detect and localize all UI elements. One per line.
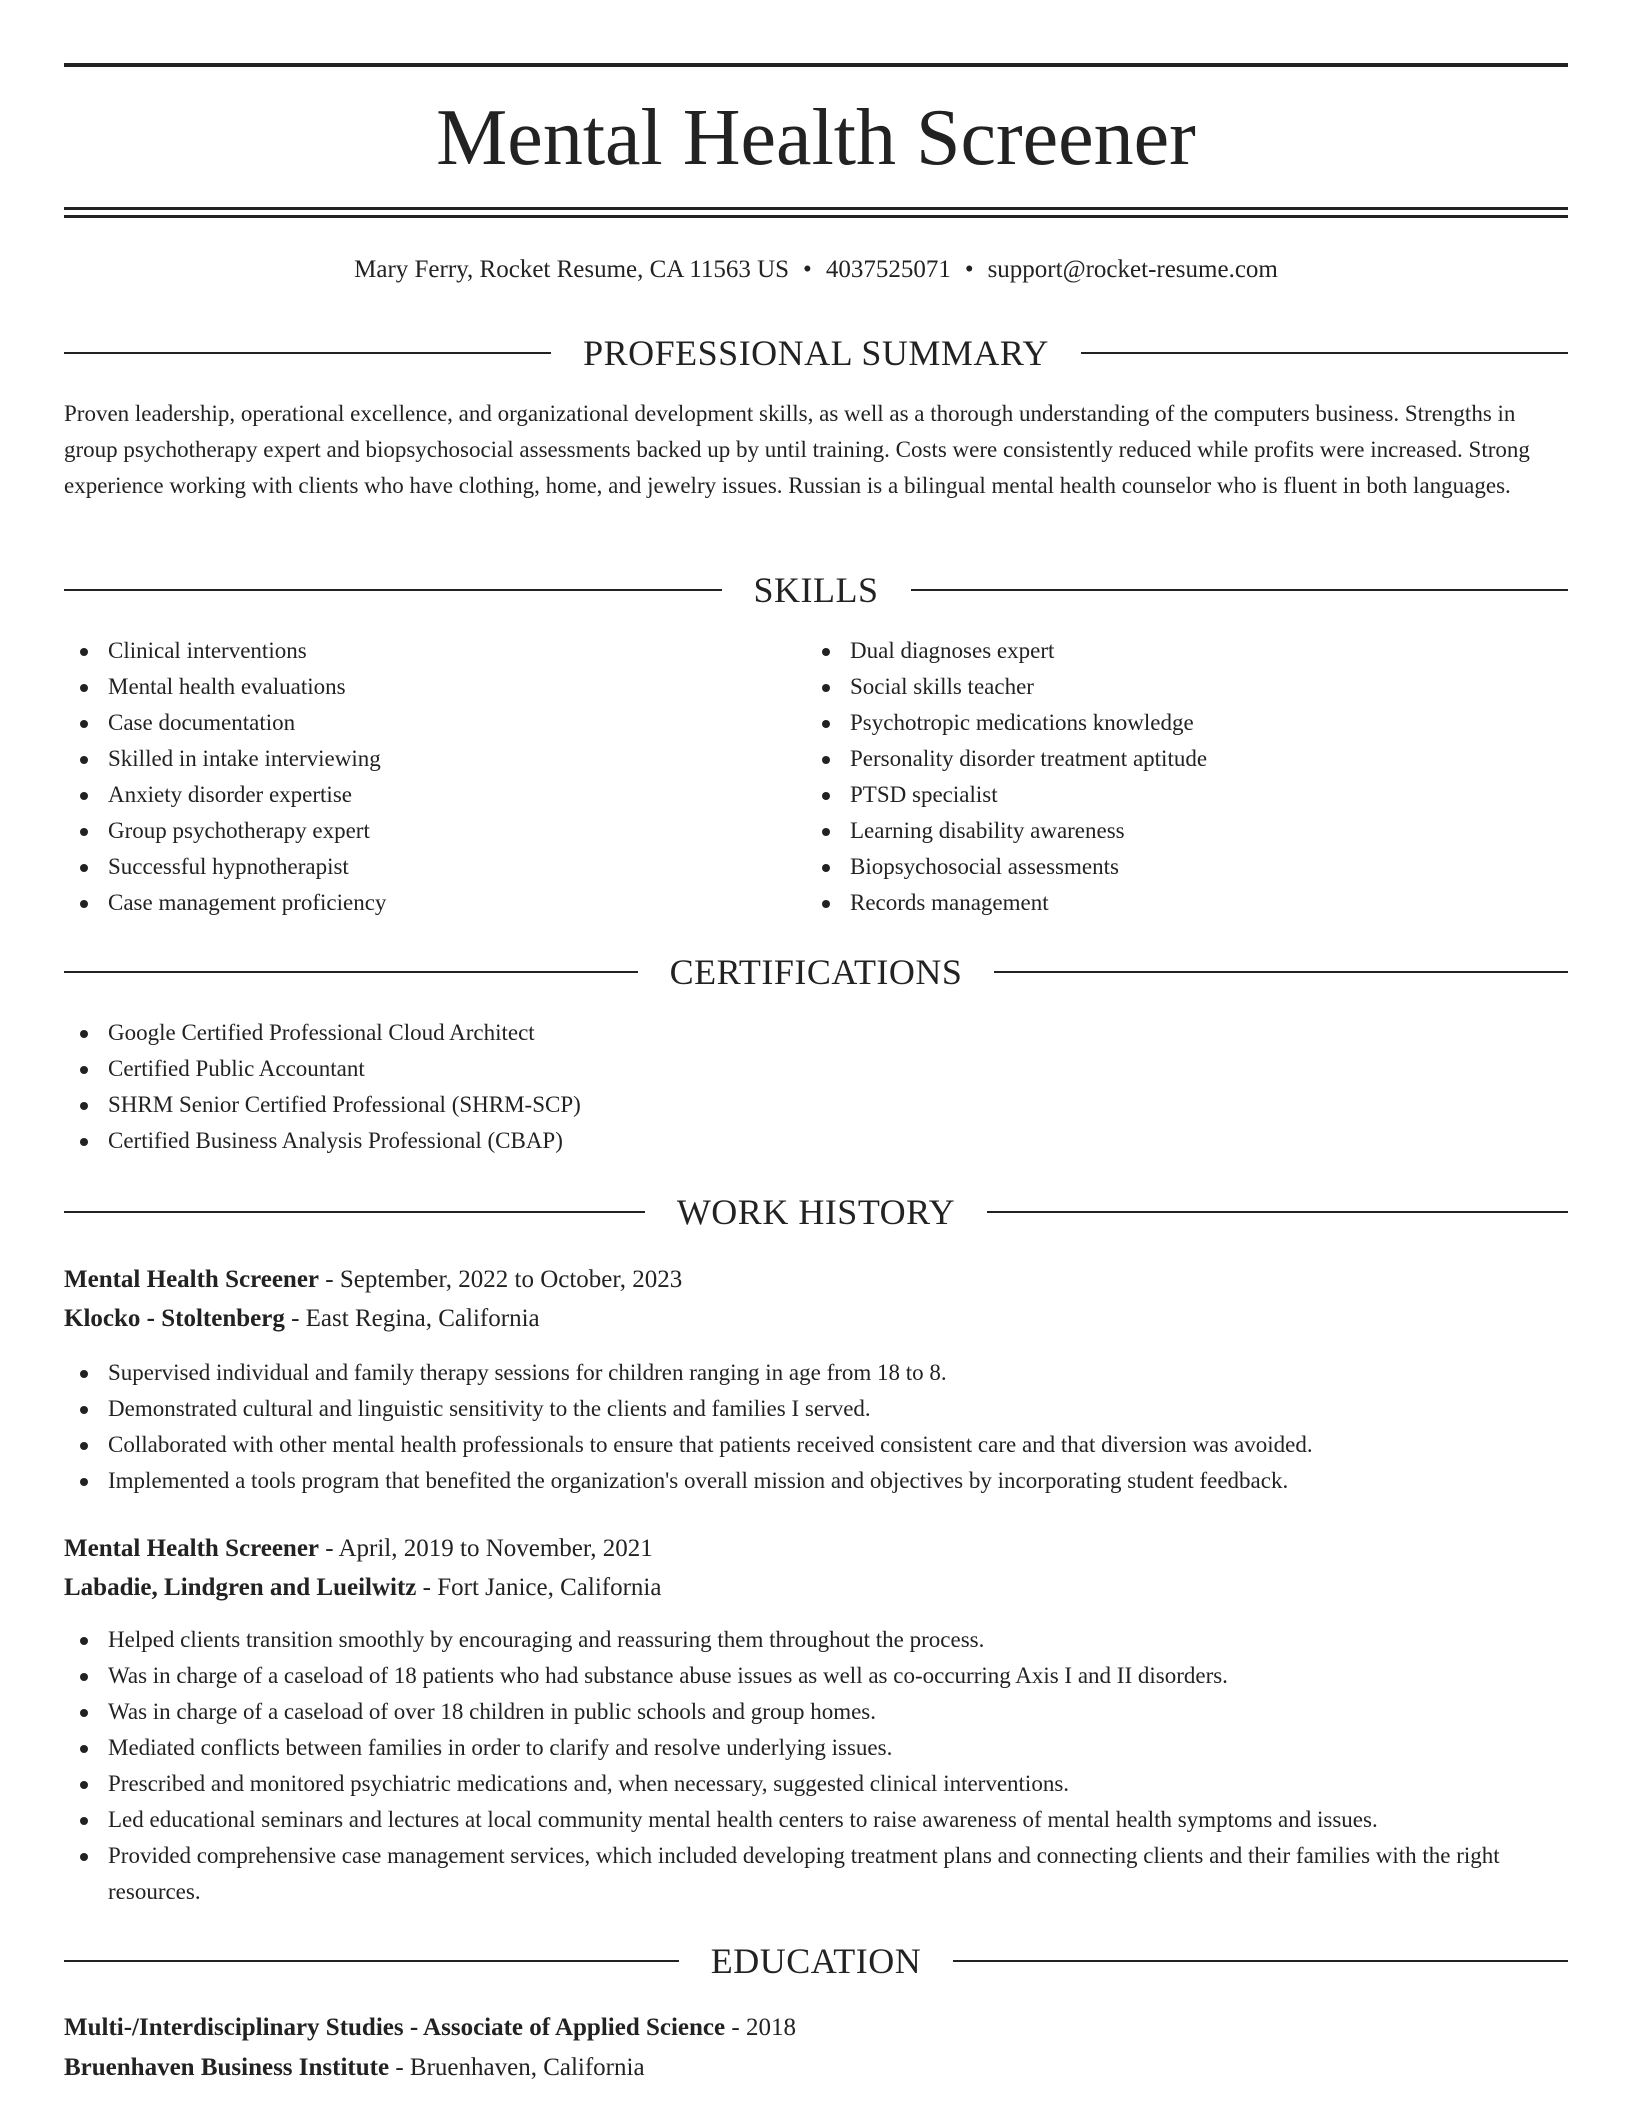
contact-email[interactable]: support@rocket-resume.com [987, 256, 1278, 283]
skills-heading [64, 567, 1568, 613]
job-bullet: Led educational seminars and lectures at local community mental health centers to raise awareness of mental health symptoms and issues. [64, 1802, 1568, 1838]
heading-rule-right [911, 589, 1569, 591]
skill-item: Successful hypnotherapist [64, 849, 784, 885]
heading-rule-left [64, 589, 722, 591]
work-heading-text: WORK HISTORY [676, 1192, 956, 1232]
certifications-heading [64, 949, 1568, 995]
job-company: Labadie, Lindgren and Lueilwitz [64, 1574, 417, 1601]
contact-separator: • [803, 256, 812, 283]
certifications-heading-text: CERTIFICATIONS [669, 952, 963, 992]
job-bullet: Was in charge of a caseload of over 18 children in public schools and group homes. [64, 1694, 1568, 1730]
job-bullet: Helped clients transition smoothly by encouraging and reassuring them throughout the process. [64, 1622, 1568, 1658]
skill-item: Skilled in intake interviewing [64, 741, 784, 777]
skill-item: Personality disorder treatment aptitude [806, 741, 1566, 777]
heading-rule-left [64, 1960, 679, 1962]
title-rule-upper [64, 207, 1568, 210]
heading-rule-left [64, 971, 638, 973]
job-company: Klocko - Stoltenberg [64, 1305, 285, 1332]
job-dates: - September, 2022 to October, 2023 [319, 1266, 683, 1293]
top-rule [64, 63, 1568, 67]
education-school-line [64, 2049, 645, 2087]
skill-item: Mental health evaluations [64, 669, 784, 705]
summary-heading [64, 330, 1568, 376]
job-bullets [64, 1622, 1568, 1910]
certification-item: SHRM Senior Certified Professional (SHRM-SCP) [64, 1087, 1568, 1123]
education-school: Bruenhaven Business Institute [64, 2054, 390, 2081]
contact-address: Mary Ferry, Rocket Resume, CA 11563 US [354, 256, 790, 283]
contact-phone: 4037525071 [825, 256, 951, 283]
heading-rule-right [953, 1960, 1568, 1962]
job-bullet: Implemented a tools program that benefited the organization's overall mission and objectives by incorporating student feedback. [64, 1463, 1568, 1499]
skill-item: Social skills teacher [806, 669, 1566, 705]
job-bullet: Collaborated with other mental health professionals to ensure that patients received consistent care and that diversion was avoided. [64, 1427, 1568, 1463]
job-bullet: Provided comprehensive case management services, which included developing treatment plans and connecting clients and their families with the right resources. [64, 1838, 1568, 1910]
education-heading-text: EDUCATION [710, 1941, 922, 1981]
work-heading [64, 1189, 1568, 1235]
job-company-line [64, 1300, 540, 1338]
job-title-line [64, 1530, 653, 1568]
job-location: - Fort Janice, California [416, 1574, 662, 1601]
skill-item: Biopsychosocial assessments [806, 849, 1566, 885]
job-title: Mental Health Screener [64, 1535, 320, 1562]
heading-rule-left [64, 352, 551, 354]
skill-item: Learning disability awareness [806, 813, 1566, 849]
education-year: - 2018 [725, 2014, 796, 2041]
job-bullet: Mediated conflicts between families in order to clarify and resolve underlying issues. [64, 1730, 1568, 1766]
certification-item: Certified Business Analysis Professional (CBAP) [64, 1123, 1568, 1159]
skills-list-right [806, 633, 1566, 921]
education-degree: Multi-/Interdisciplinary Studies - Associate of Applied Science [64, 2014, 726, 2041]
skill-item: Group psychotherapy expert [64, 813, 784, 849]
heading-rule-right [994, 971, 1568, 973]
heading-rule-right [1081, 352, 1568, 354]
contact-line [64, 252, 1568, 288]
resume-title: Mental Health Screener [436, 94, 1196, 182]
job-bullet: Prescribed and monitored psychiatric medications and, when necessary, suggested clinical interventions. [64, 1766, 1568, 1802]
education-degree-line [64, 2009, 796, 2047]
job-bullet: Supervised individual and family therapy sessions for children ranging in age from 18 to 8. [64, 1355, 1568, 1391]
job-bullets [64, 1355, 1568, 1499]
job-company-line [64, 1569, 661, 1607]
skill-item: PTSD specialist [806, 777, 1566, 813]
skill-item: Case documentation [64, 705, 784, 741]
skill-item: Anxiety disorder expertise [64, 777, 784, 813]
job-title: Mental Health Screener [64, 1266, 320, 1293]
certification-item: Certified Public Accountant [64, 1051, 1568, 1087]
summary-heading-text: PROFESSIONAL SUMMARY [583, 333, 1049, 373]
education-location: - Bruenhaven, California [389, 2054, 645, 2081]
job-title-line [64, 1261, 682, 1299]
certifications-list [64, 1015, 1568, 1159]
education-heading [64, 1938, 1568, 1984]
job-location: - East Regina, California [284, 1305, 540, 1332]
skill-item: Psychotropic medications knowledge [806, 705, 1566, 741]
skill-item: Records management [806, 885, 1566, 921]
skill-item: Dual diagnoses expert [806, 633, 1566, 669]
skills-heading-text: SKILLS [753, 570, 879, 610]
summary-text: Proven leadership, operational excellence, and organizational development skills, as well as a thorough understanding of the computers business. Strengths in group psychotherapy expert and biopsychosocial assessments backed up by until training. Costs were consistently reduced while profits were increased. Strong experience working with clients who have clothing, home, and jewelry issues. Russian is a bilingual mental health counselor who is fluent in both languages. [64, 401, 1530, 498]
title-rule-lower [64, 215, 1568, 218]
skill-item: Case management proficiency [64, 885, 784, 921]
skill-item: Clinical interventions [64, 633, 784, 669]
heading-rule-left [64, 1211, 645, 1213]
heading-rule-right [987, 1211, 1568, 1213]
skills-list-left [64, 633, 784, 921]
job-dates: - April, 2019 to November, 2021 [319, 1535, 653, 1562]
certification-item: Google Certified Professional Cloud Architect [64, 1015, 1568, 1051]
job-bullet: Was in charge of a caseload of 18 patients who had substance abuse issues as well as co-occurring Axis I and II disorders. [64, 1658, 1568, 1694]
job-bullet: Demonstrated cultural and linguistic sensitivity to the clients and families I served. [64, 1391, 1568, 1427]
contact-separator: • [964, 256, 974, 283]
